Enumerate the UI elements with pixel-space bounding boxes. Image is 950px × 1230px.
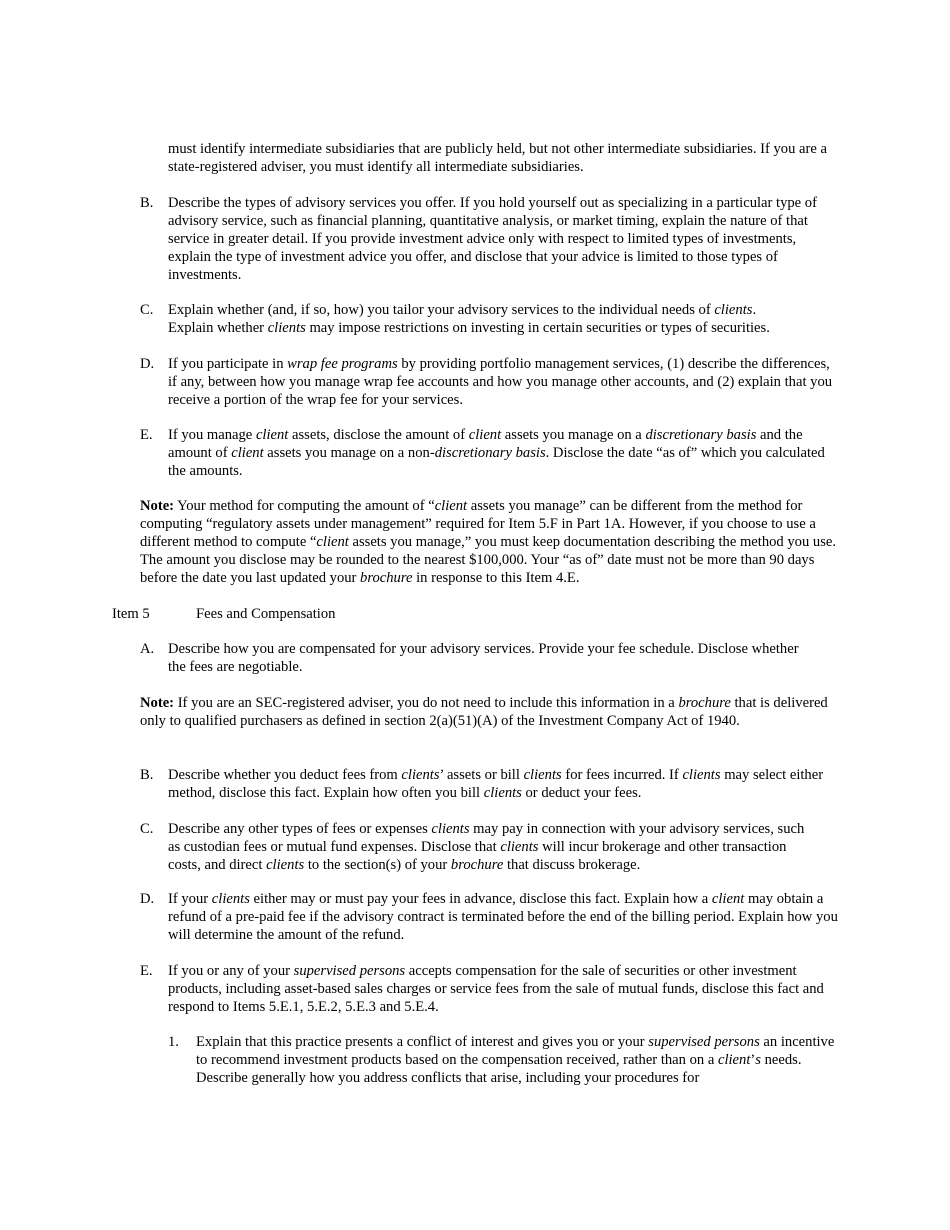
text-span: Your method for computing the amount of “: [174, 498, 435, 514]
defined-term: wrap fee programs: [287, 356, 398, 372]
defined-term: clients: [266, 857, 305, 873]
item5-b-text: [168, 766, 840, 802]
item5-b-label: B.: [140, 767, 154, 783]
defined-term: client: [711, 891, 745, 907]
defined-term: clients: [483, 785, 522, 801]
defined-term: clients: [682, 767, 721, 783]
item5-a-label: A.: [140, 641, 155, 657]
text-span: an incentive to recommend investment products based on the compensation received, rather than on a: [196, 1034, 835, 1068]
text-span: If you or any of your: [168, 963, 294, 979]
defined-term: clients: [211, 891, 250, 907]
text-span: If you are an SEC-registered adviser, you do not need to include this information in a: [174, 695, 679, 711]
text-span: by providing portfolio management services, (1) describe the differences, if any, between how you manage wrap fee accounts and how you manage other accounts, and (2) explain that you receive a portion of the wrap fee for your services.: [168, 356, 833, 408]
item4-c-line1: [168, 301, 840, 319]
defined-term: discretionary basis: [434, 445, 546, 461]
item5-c-label: C.: [140, 821, 154, 837]
defined-term: client: [316, 534, 349, 550]
defined-term: brochure: [450, 857, 504, 873]
text-span: that is delivered only to qualified purchasers as defined in section 2(a)(51)(A) of the Investment Company Act of 1940.: [140, 695, 828, 729]
defined-term: client: [231, 445, 264, 461]
text-span: may select either method, disclose this fact. Explain how often you bill: [168, 767, 824, 801]
defined-term: clients: [500, 839, 539, 855]
item5-a-text: Describe how you are compensated for your advisory services. Provide your fee schedule. Disclose whether the fees are negotiable.: [168, 641, 799, 675]
text-span: ’ assets or bill: [439, 767, 524, 783]
text-span: assets, disclose the amount of: [288, 427, 469, 443]
defined-term: clients: [267, 320, 306, 336]
item5-b-paragraph: [168, 766, 840, 802]
text-span: If you participate in: [168, 356, 288, 372]
item5-note-text: [140, 694, 840, 730]
defined-term: discretionary basis: [645, 427, 757, 443]
item4-d-text: [168, 355, 840, 409]
item5-e1-label: 1.: [168, 1034, 179, 1050]
text-span: will incur brokerage and other transaction costs, and direct: [168, 839, 787, 873]
item5-note-paragraph: [140, 694, 840, 730]
defined-term: clients: [401, 767, 440, 783]
text-span: either may or must pay your fees in advance, disclose this fact. Explain how a: [249, 891, 712, 907]
defined-term: client: [255, 427, 289, 443]
text-span: that discuss brokerage.: [503, 857, 641, 873]
item5-c-paragraph: [168, 820, 818, 874]
text-span: Explain whether (and, if so, how) you tailor your advisory services to the individual needs of: [168, 302, 715, 318]
item5-a-paragraph: [168, 640, 818, 676]
item5-number: Item 5: [112, 606, 150, 622]
defined-term: supervised persons: [293, 963, 406, 979]
text-span: Describe any other types of fees or expenses: [168, 821, 432, 837]
item5-e1-text: [196, 1033, 842, 1087]
text-span: assets you manage on a: [501, 427, 646, 443]
defined-term: clients: [714, 302, 753, 318]
item4-b-text: Describe the types of advisory services you offer. If you hold yourself out as specializing in a particular type of advisory service, such as financial planning, quantitative analysis, or market timing, explain the nature of that service in greater detail. If you provide investment advice only with respect to limited types of investments, explain the type of investment advice you offer, and disclose that your advice is limited to those types of investments.: [168, 195, 817, 283]
text-span: to the section(s) of your: [304, 857, 451, 873]
item5-d-paragraph: [168, 890, 840, 944]
text-span: may obtain a refund of a pre-paid fee if the advisory contract is terminated before the end of the billing period. Explain how you will determine the amount of the refund.: [168, 891, 838, 943]
item5-e-text: [168, 962, 844, 1016]
text-span: assets you manage” can be different from the method for computing “regulatory assets under management” required for Item 5.F in Part 1A. However, if you choose to use a different method to compute “: [140, 498, 816, 550]
text-span: accepts compensation for the sale of securities or other investment products, including asset-based sales charges or service fees from the sale of mutual funds, disclose this fact and respond to Items 5.E.1, 5.E.2, 5.E.3 and 5.E.4.: [168, 963, 824, 1015]
item4-e-paragraph: [168, 426, 840, 480]
text-span: assets you manage,” you must keep documentation describing the method you use. The amount you disclose may be rounded to the nearest $100,000. Your “as of” date must not be more than 90 days before the date you last updated your: [140, 534, 837, 586]
text-span: assets you manage on a non-: [263, 445, 435, 461]
text-span: and the amount of: [168, 427, 803, 461]
text-span: Explain that this practice presents a conflict of interest and gives you or your: [196, 1034, 649, 1050]
item4-note-paragraph: [140, 497, 840, 587]
item5-d-label: D.: [140, 891, 155, 907]
text-span: Explain whether: [168, 320, 268, 336]
intro-text: must identify intermediate subsidiaries that are publicly held, but not other intermediate subsidiaries. If you are a state-registered adviser, you must identify all intermediate subsidiaries.: [168, 141, 827, 175]
defined-term: client: [434, 498, 468, 514]
item4-d-label: D.: [140, 356, 155, 372]
item4-c-label: C.: [140, 302, 154, 318]
text-span: If your: [168, 891, 212, 907]
item4-e-label: E.: [140, 427, 153, 443]
text-span: ’: [750, 1052, 756, 1068]
item5-d-text: [168, 890, 840, 944]
defined-term: supervised persons: [648, 1034, 760, 1050]
text-span: for fees incurred. If: [561, 767, 683, 783]
intro-paragraph: [168, 140, 840, 176]
item4-b-label: B.: [140, 195, 154, 211]
note-label: Note:: [140, 498, 175, 514]
item5-title: Fees and Compensation: [196, 606, 336, 622]
defined-term: client: [468, 427, 502, 443]
item5-e-label: E.: [140, 963, 153, 979]
defined-term: s: [755, 1052, 761, 1068]
defined-term: clients: [523, 767, 562, 783]
text-span: . Disclose the date “as of” which you calculated the amounts.: [168, 445, 825, 479]
text-span: .: [752, 302, 757, 318]
item5-c-text: [168, 820, 818, 874]
text-span: Describe whether you deduct fees from: [168, 767, 402, 783]
defined-term: client: [717, 1052, 751, 1068]
text-span: If you manage: [168, 427, 256, 443]
note-label: Note:: [140, 695, 175, 711]
item5-e1-paragraph: [196, 1033, 842, 1087]
text-span: needs. Describe generally how you address conflicts that arise, including your procedures for: [196, 1052, 802, 1086]
item4-note-text: [140, 497, 840, 587]
defined-term: brochure: [678, 695, 731, 711]
text-span: in response to this Item 4.E.: [412, 570, 580, 586]
defined-term: brochure: [360, 570, 413, 586]
item4-b-paragraph: [168, 194, 840, 284]
text-span: or deduct your fees.: [521, 785, 642, 801]
item5-e-paragraph: [168, 962, 844, 1016]
item4-d-paragraph: [168, 355, 840, 409]
item4-c-paragraph: [168, 301, 840, 337]
defined-term: clients: [431, 821, 470, 837]
item4-c-line2: [168, 319, 840, 337]
text-span: may impose restrictions on investing in certain securities or types of securities.: [305, 320, 770, 336]
text-span: may pay in connection with your advisory services, such as custodian fees or mutual fund expenses. Disclose that: [168, 821, 805, 855]
item4-e-text: [168, 426, 840, 480]
